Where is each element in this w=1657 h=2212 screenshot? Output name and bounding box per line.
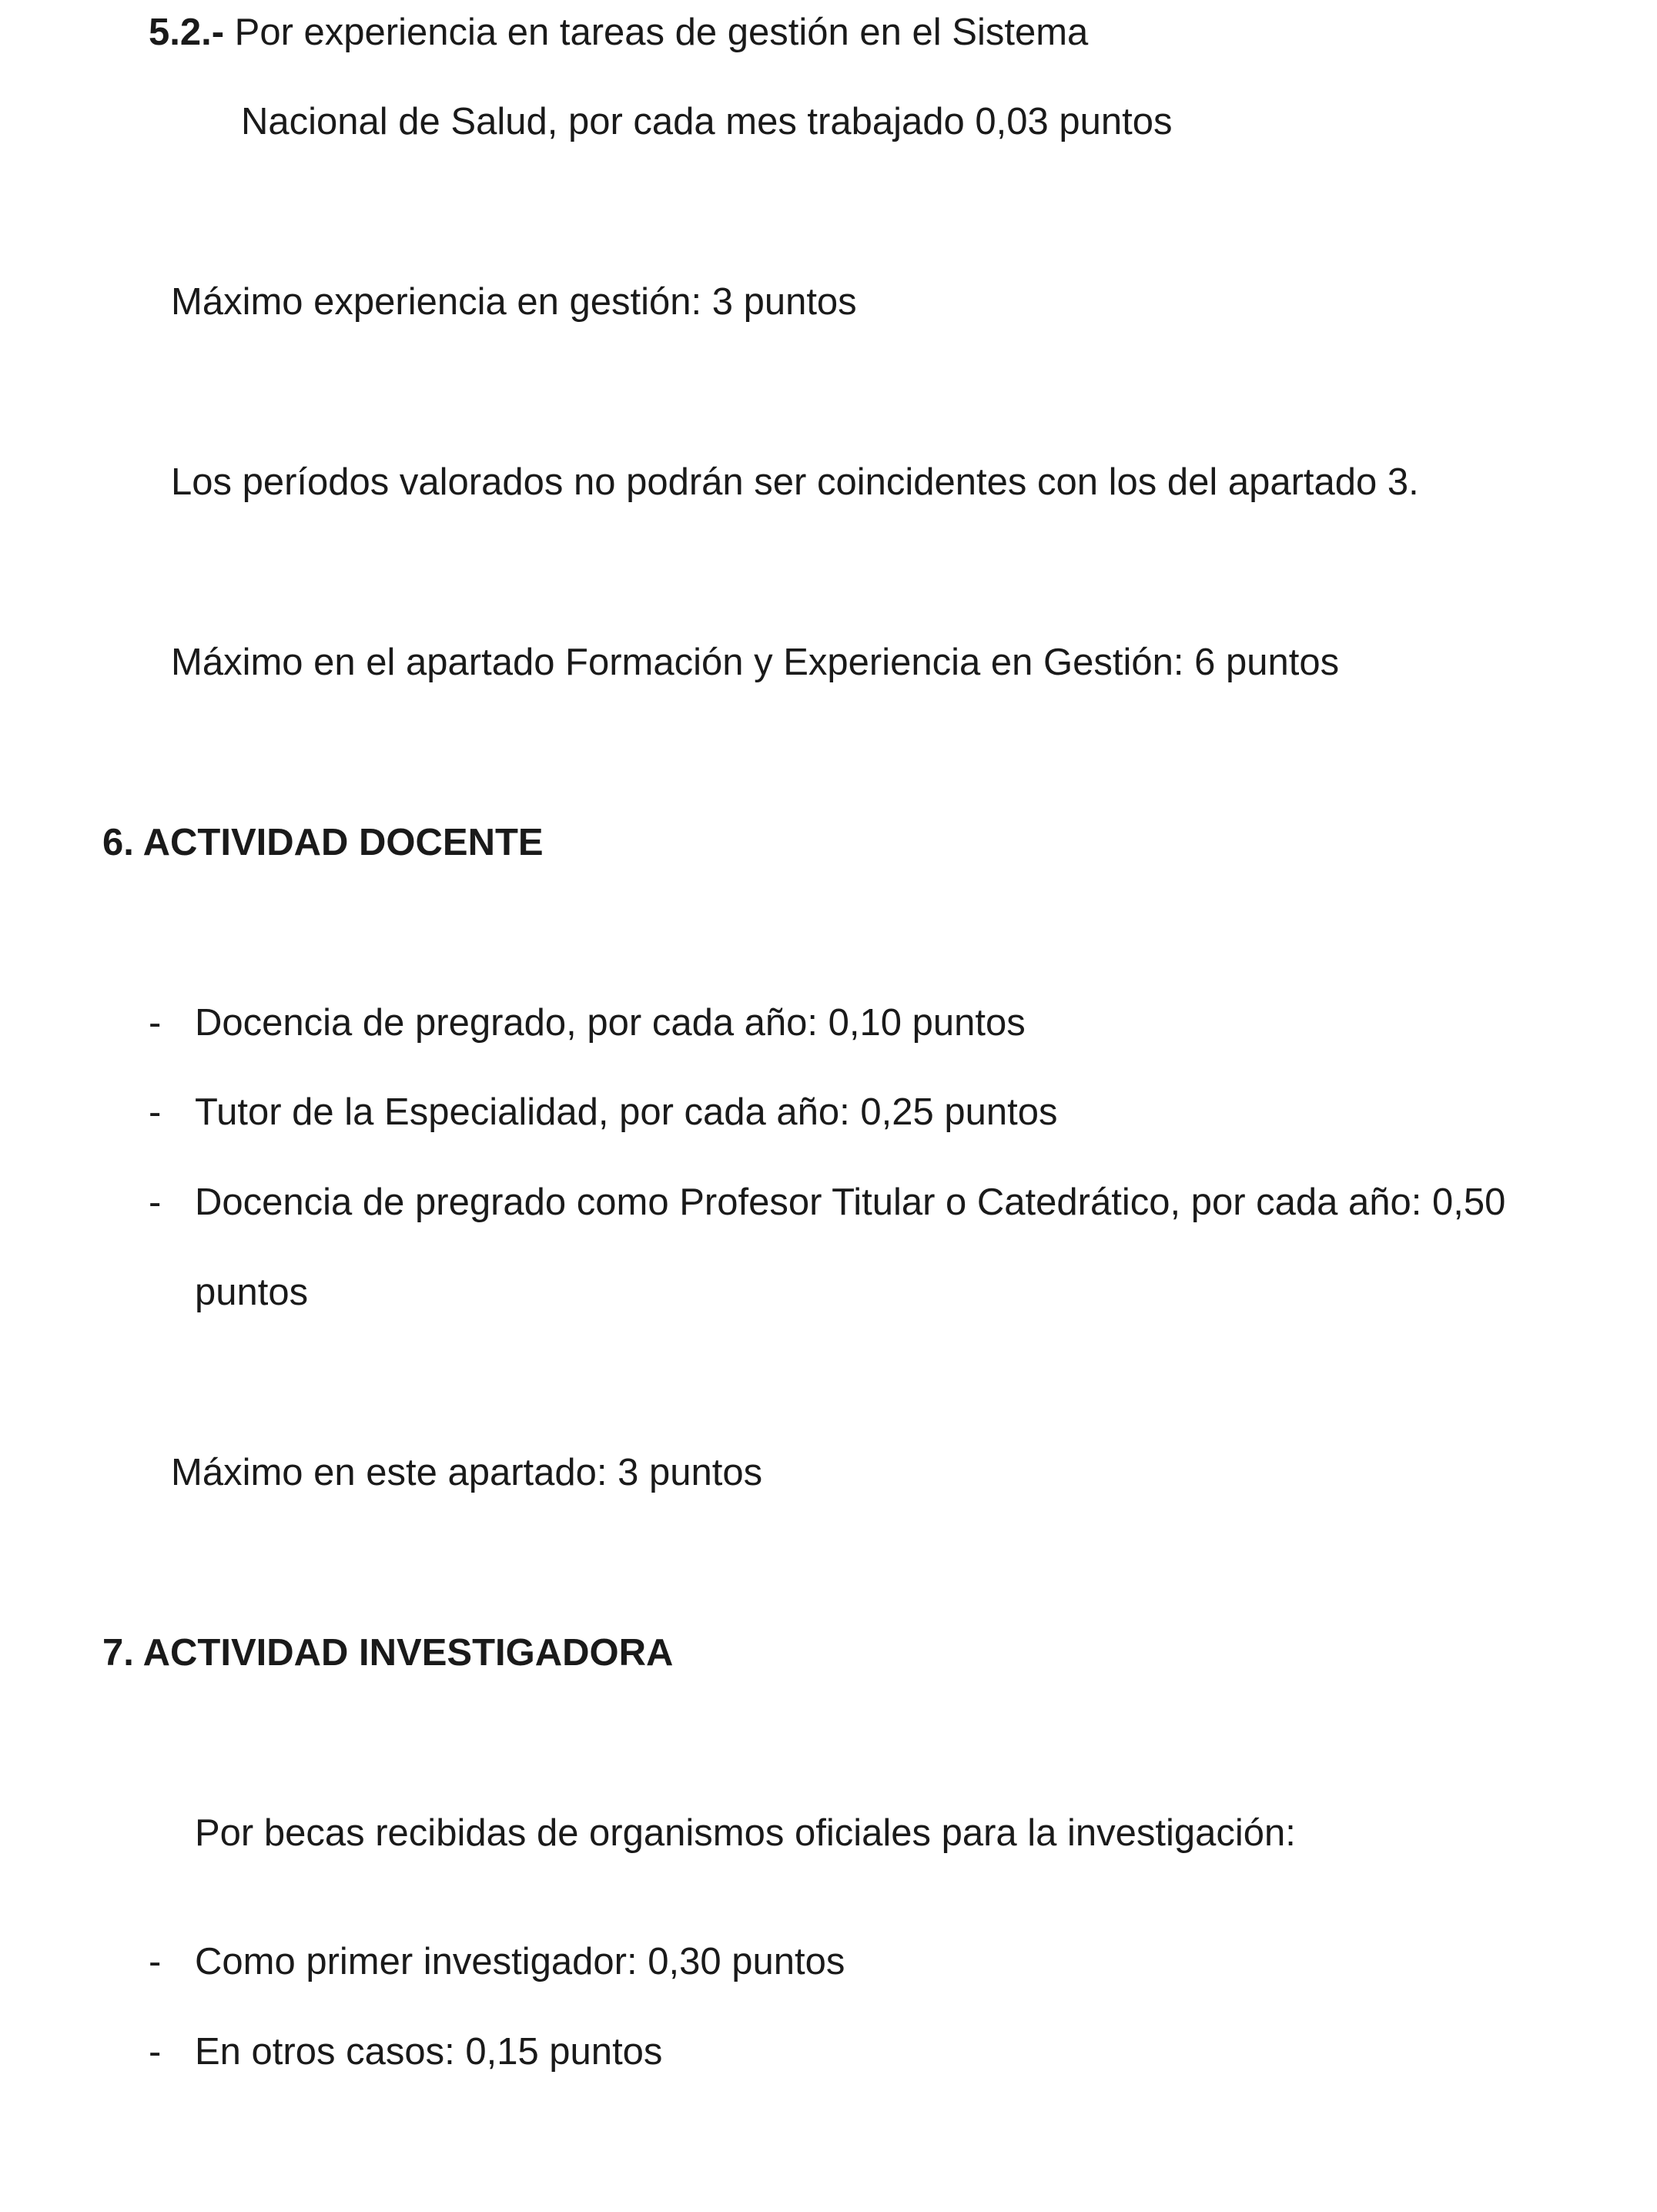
becas-intro: Por becas recibidas de organismos oficiales para la investigación: xyxy=(195,1812,1296,1854)
becas-item-2: En otros casos: 0,15 puntos xyxy=(195,2031,663,2073)
section-5-2-line-1 xyxy=(149,9,1088,55)
periodos-note: Los períodos valorados no podrán ser coincidentes con los del apartado 3. xyxy=(171,461,1419,503)
bullet-dash: - xyxy=(149,1002,162,1044)
bullet-dash: - xyxy=(149,2031,162,2073)
max-formacion-text: Máximo en el apartado Formación y Experiencia en Gestión: 6 puntos xyxy=(171,642,1340,683)
section-5-2-text: Por experiencia en tareas de gestión en el Sistema xyxy=(224,12,1089,53)
docencia-item-3-continuation: puntos xyxy=(195,1272,309,1313)
section-7-heading: 7. ACTIVIDAD INVESTIGADORA xyxy=(102,1632,674,1674)
bullet-dash: - xyxy=(149,1181,162,1223)
bullet-dash: - xyxy=(149,1941,162,1982)
bullet-dash: - xyxy=(149,1091,162,1133)
becas-item-1: Como primer investigador: 0,30 puntos xyxy=(195,1941,845,1982)
docencia-item-2: Tutor de la Especialidad, por cada año: 0,25 puntos xyxy=(195,1091,1058,1133)
docencia-item-3: Docencia de pregrado como Profesor Titular o Catedrático, por cada año: 0,50 xyxy=(195,1181,1506,1223)
section-6-heading: 6. ACTIVIDAD DOCENTE xyxy=(102,822,544,863)
max-docencia-text: Máximo en este apartado: 3 puntos xyxy=(171,1452,763,1493)
docencia-item-1: Docencia de pregrado, por cada año: 0,10 puntos xyxy=(195,1002,1026,1044)
max-gestion-text: Máximo experiencia en gestión: 3 puntos xyxy=(171,281,857,323)
section-5-2-line-2: Nacional de Salud, por cada mes trabajado 0,03 puntos xyxy=(241,101,1173,142)
section-5-2-number: 5.2.- xyxy=(149,12,225,53)
